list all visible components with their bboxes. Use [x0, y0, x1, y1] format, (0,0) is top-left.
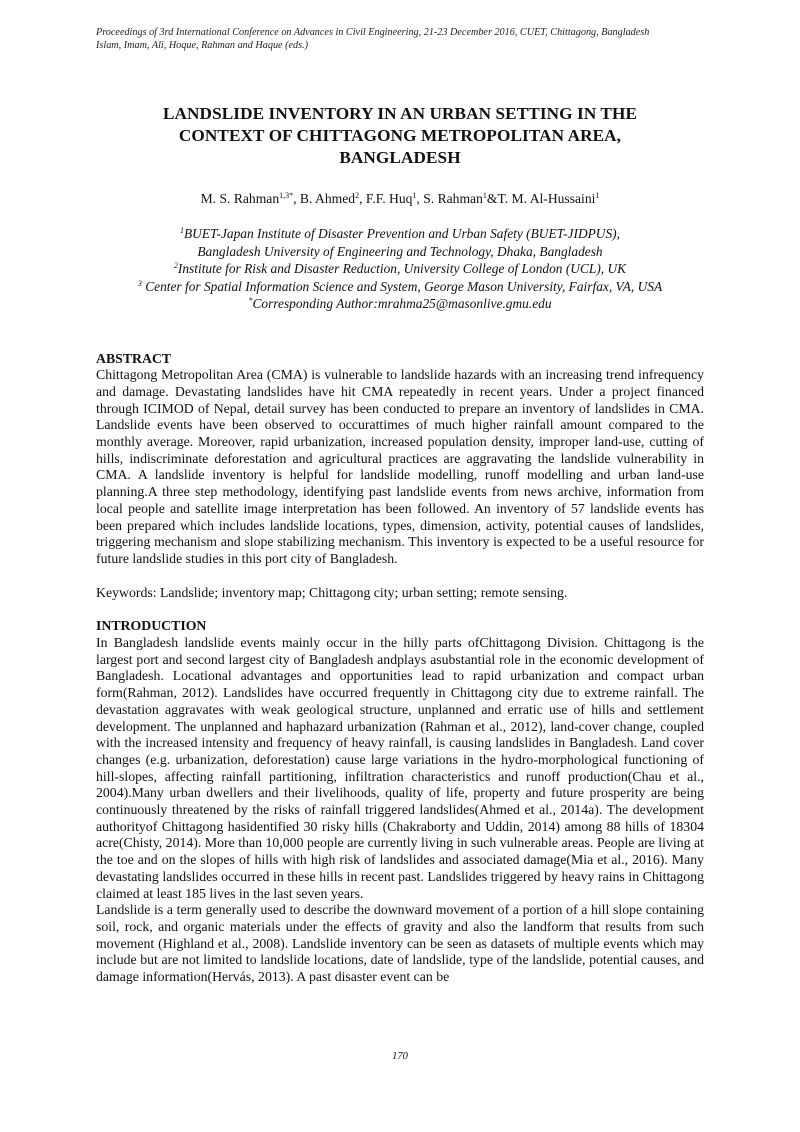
author-affil-sup: 2 — [355, 191, 360, 200]
corresponding-email: Corresponding Author:mrahma25@masonlive.gmu.edu — [252, 296, 552, 311]
affil-text: Center for Spatial Information Science and System, George Mason University, Fairfax, VA, USA — [141, 278, 663, 294]
introduction-paragraph-2: Landslide is a term generally used to describe the downward movement of a portion of a hill slope containing soil, rock, and organic materials under the effects of gravity and also the landform that results from such movement (Highland et al., 2008). Landslide inventory can be seen as datasets of multiple events which may include but are not limited to landslide locations, date of landslide, type of the landslide, potential causes, and damage information(Hervás, 2013). A past disaster event can be — [96, 902, 704, 985]
affiliations — [96, 225, 704, 313]
affil-sup: * — [248, 296, 253, 305]
introduction-heading: INTRODUCTION — [96, 618, 207, 634]
author-name: F.F. Huq — [365, 191, 413, 206]
affiliation-3 — [96, 278, 704, 296]
author-name: T. M. Al-Hussaini — [497, 191, 596, 206]
affil-text: Institute for Risk and Disaster Reduction, University College of London (UCL), UK — [177, 261, 627, 276]
affiliation-1-cont: Bangladesh University of Engineering and Technology, Dhaka, Bangladesh — [197, 243, 603, 259]
author-affil-sup: 1 — [412, 191, 417, 200]
affiliation-1 — [96, 225, 704, 243]
affil-sup: 2 — [173, 261, 178, 270]
affil-sup: 1 — [180, 226, 184, 235]
header-editors: Islam, Imam, Ali, Hoque, Rahman and Haque (eds.) — [96, 40, 309, 51]
affiliation-2 — [96, 260, 704, 278]
author-affil-sup: 1 — [595, 191, 600, 200]
author-sep: , — [293, 191, 300, 206]
affil-sup: 3 — [137, 278, 142, 288]
header-proceedings: Proceedings of 3rd International Conference on Advances in Civil Engineering, 21-23 December 2016, CUET, Chittagong, Bangladesh — [96, 27, 650, 38]
introduction-paragraph-1: In Bangladesh landslide events mainly occur in the hilly parts ofChittagong Division. Chittagong is the largest port and second largest city of Bangladesh andplays asubstantial role in the economic development of Bangladesh. Locational advantages and opportunities lead to rapid urbanization and compact urban form(Rahman, 2012). Landslides have occurred frequently in Chittagong city due to extreme rainfall. The devastation aggravates with weak geological structure, unplanned and erratic use of hills and settlement development. The unplanned and haphazard urbanization (Rahman et al., 2012), land-cover change, coupled with the increased intensity and frequency of heavy rainfall, is causing landslides in Bangladesh. Land cover changes (e.g. urbanization, deforestation) cause large variations in the hydro-morphological functioning of hill-slopes, affecting rainfall partitioning, infiltration characteristics and runoff production(Chau et al., 2004).Many urban dwellers and their livelihoods, quality of life, property and future prosperity are being continuously threatened by the risks of rainfall triggered landslides(Ahmed et al., 2014a). The development authorityof Chittagong hasidentified 30 risky hills (Chakraborty and Uddin, 2014) among 88 hills of 18304 acre(Chisty, 2014). More than 10,000 people are currently living in such vulnerable areas. People are living at the toe and on the slopes of hills with high risk of landslides and associated damage(Mia et al., 2016). Many devastating landslides occurred in these hills in recent past. Landslides triggered by heavy rains in Chittagong claimed at least 185 lives in the last seven years. — [96, 635, 704, 901]
author-sep: & — [486, 191, 498, 206]
page-number: 170 — [392, 1051, 408, 1062]
author-sep: , — [416, 191, 424, 206]
paper-page — [96, 26, 704, 986]
corresponding-author — [96, 295, 704, 313]
paper-title — [96, 103, 704, 169]
author-affil-sup: 1 — [482, 191, 487, 200]
running-header — [96, 26, 704, 52]
title-line: LANDSLIDE INVENTORY IN AN URBAN SETTING IN THE — [162, 104, 638, 123]
affil-text: BUET-Japan Institute of Disaster Prevention and Urban Safety (BUET-JIDPUS), — [184, 226, 620, 241]
author-name: S. Rahman — [423, 191, 483, 206]
author-sep: , — [359, 191, 366, 206]
keywords: Keywords: Landslide; inventory map; Chittagong city; urban setting; remote sensing. — [96, 584, 568, 600]
author-affil-sup: 1,3* — [279, 191, 294, 200]
author-list — [96, 191, 704, 207]
abstract-text: Chittagong Metropolitan Area (CMA) is vulnerable to landslide hazards with an increasing trend infrequency and damage. Devastating landslides have hit CMA repeatedly in recent years. Under a project financed through ICIMOD of Nepal, detail survey has been conducted to prepare an inventory of landslides in CMA. Landslide events have been observed to occurattimes of much higher rainfall amount compared to the monthly average. Moreover, rapid urbanization, increased population density, improper land-use, cutting of hills, indiscriminate deforestation and agricultural practices are aggravating the landslide vulnerability in CMA. A landslide inventory is helpful for landslide modelling, runoff modelling and urban land-use planning.A three step methodology, identifying past landslide events from news archive, information from local people and satellite image interpretation has been followed. An inventory of 57 landslide events has been prepared which includes landslide locations, types, dimension, activity, potential causes of landslides, triggering mechanism and slope stabilizing mechanism. This inventory is expected to be a useful resource for future landslide studies in this port city of Bangladesh. — [96, 367, 704, 566]
title-line: BANGLADESH — [339, 148, 461, 167]
author-name: M. S. Rahman — [200, 191, 280, 206]
title-line: CONTEXT OF CHITTAGONG METROPOLITAN AREA, — [178, 126, 622, 145]
abstract-heading: ABSTRACT — [96, 350, 172, 366]
author-name: B. Ahmed — [299, 191, 356, 206]
